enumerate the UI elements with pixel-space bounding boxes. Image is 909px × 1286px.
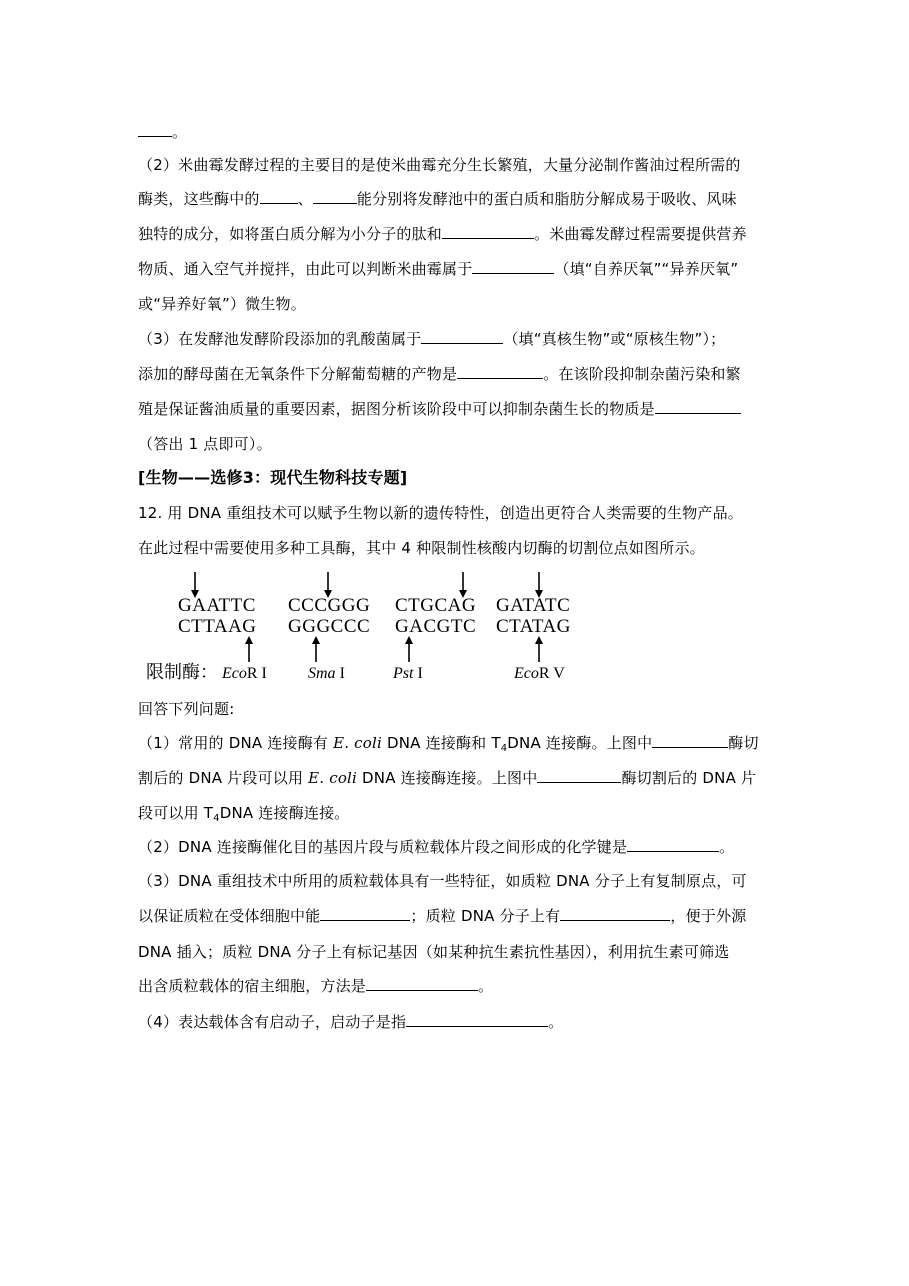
text-line: （2）米曲霉发酵过程的主要目的是使米曲霉充分生长繁殖，大量分泌制作酱油过程所需的: [138, 156, 741, 174]
text-fragment: 殖是保证酱油质量的重要因素，据图分析该阶段中可以抑制杂菌生长的物质是: [138, 400, 655, 418]
text-fragment: （2）DNA 连接酶催化目的基因片段与质粒载体片段之间形成的化学键是: [138, 838, 628, 856]
text-fragment: DNA 连接酶和 T: [382, 734, 501, 752]
text-fragment: （填“真核生物”或“原核生物”）；: [503, 330, 726, 348]
text-line: [138, 801, 778, 831]
text-fragment: ；质粒 DNA 分子上有: [410, 907, 561, 925]
text-fragment: DNA 连接酶。上图中: [507, 734, 653, 752]
text-line: [138, 257, 778, 281]
text-fragment: 出含质粒载体的宿主细胞，方法是: [138, 977, 367, 995]
sequence-bottom: CTTAAG: [178, 616, 257, 637]
text-line: [138, 327, 778, 351]
answer-blank: [457, 364, 543, 379]
restriction-site-diagram: [138, 566, 598, 690]
text-fragment: 、: [297, 190, 313, 208]
question-12-line-2: 在此过程中需要使用多种工具酶，其中 4 种限制性核酸内切酶的切割位点如图所示。: [138, 539, 705, 557]
text-fragment: DNA 连接酶连接。: [219, 804, 350, 822]
text-line: [138, 904, 778, 928]
text-fragment: ，便于外源: [670, 907, 747, 925]
text-fragment: 酶切割后的 DNA 片: [621, 769, 757, 787]
text-fragment: 。米曲霉发酵过程需要提供营养: [534, 225, 747, 243]
text-line: [138, 731, 778, 761]
section-heading: [生物——选修3：现代生物科技专题]: [138, 468, 408, 487]
sequence-top: CTGCAG: [395, 595, 477, 616]
text-fragment: （4）表达载体含有启动子，启动子是指: [138, 1013, 407, 1031]
question-12-line-1: 12. 用 DNA 重组技术可以赋予生物以新的遗传特性，创造出更符合人类需要的生物产品。: [138, 504, 743, 522]
text-fragment: 段可以用 T: [138, 804, 214, 822]
species-name: E. coli: [308, 769, 358, 787]
answer-blank: [560, 906, 670, 921]
text-line: 或“异养好氧”）微生物。: [138, 295, 306, 313]
text-fragment: 。: [478, 977, 494, 995]
text-line: [138, 397, 778, 421]
sequence-bottom: GGGCCC: [288, 616, 371, 637]
answer-blank: [421, 329, 503, 344]
text-fragment: （填“自养厌氧”“异养厌氧”: [554, 260, 739, 278]
text-fragment: 能分别将发酵池中的蛋白质和脂肪分解成易于吸收、风味: [356, 190, 737, 208]
text-fragment: 。: [172, 123, 188, 141]
text-fragment: 。: [719, 838, 735, 856]
answer-blank: [313, 189, 357, 204]
text-line: （答出 1 点即可）。: [138, 435, 272, 453]
text-line: [138, 120, 778, 144]
text-fragment: 。: [548, 1013, 564, 1031]
answer-blank: [472, 259, 554, 274]
subscript: 4: [500, 743, 508, 754]
text-fragment: 酶类，这些酶中的: [138, 190, 260, 208]
answer-blank: [366, 976, 478, 991]
answer-blank: [260, 189, 298, 204]
species-name: E. coli: [333, 734, 383, 752]
text-fragment: 。在该阶段抑制杂菌污染和繁: [543, 365, 741, 383]
text-line: [138, 1010, 778, 1034]
answer-blank: [406, 1012, 548, 1027]
text-fragment: 独特的成分，如将蛋白质分解为小分子的肽和: [138, 225, 443, 243]
text-fragment: 割后的 DNA 片段可以用: [138, 769, 309, 787]
text-line: [138, 766, 778, 790]
enzyme-row-label: 限制酶：: [146, 662, 218, 683]
enzyme-name: Pst I: [393, 665, 423, 682]
enzyme-name: EcoR I: [222, 665, 267, 682]
text-line: [138, 974, 778, 998]
text-line: [138, 835, 778, 859]
enzyme-name: Sma I: [308, 665, 345, 682]
answer-blank: [138, 122, 172, 137]
text-fragment: 酶切: [728, 734, 759, 752]
text-line: （3）DNA 重组技术中所用的质粒载体具有一些特征，如质粒 DNA 分子上有复制原点，可: [138, 872, 747, 890]
text-fragment: 以保证质粒在受体细胞中能: [138, 907, 321, 925]
answer-blank: [537, 768, 621, 783]
text-line: [138, 222, 778, 246]
answer-blank: [627, 837, 719, 852]
sequence-top: GATATC: [496, 595, 571, 616]
text-line: [138, 362, 778, 386]
subscript: 4: [213, 813, 220, 824]
text-line: DNA 插入；质粒 DNA 分子上有标记基因（如某种抗生素抗性基因），利用抗生素可筛选: [138, 943, 730, 961]
text-line: [138, 187, 778, 211]
answer-intro: 回答下列问题:: [138, 700, 235, 718]
sequence-bottom: CTATAG: [496, 616, 571, 637]
answer-blank: [652, 733, 728, 748]
answer-blank: [655, 399, 741, 414]
sequence-top: GAATTC: [178, 595, 256, 616]
sequence-top: CCCGGG: [288, 595, 371, 616]
sequence-bottom: GACGTC: [395, 616, 477, 637]
text-fragment: （1）常用的 DNA 连接酶有: [138, 734, 334, 752]
enzyme-name: EcoR V: [514, 665, 565, 682]
text-fragment: 物质、通入空气并搅拌，由此可以判断米曲霉属于: [138, 260, 473, 278]
text-fragment: （3）在发酵池发酵阶段添加的乳酸菌属于: [138, 330, 422, 348]
answer-blank: [442, 224, 534, 239]
answer-blank: [320, 906, 410, 921]
text-fragment: 添加的酵母菌在无氧条件下分解葡萄糖的产物是: [138, 365, 458, 383]
text-fragment: DNA 连接酶连接。上图中: [357, 769, 538, 787]
